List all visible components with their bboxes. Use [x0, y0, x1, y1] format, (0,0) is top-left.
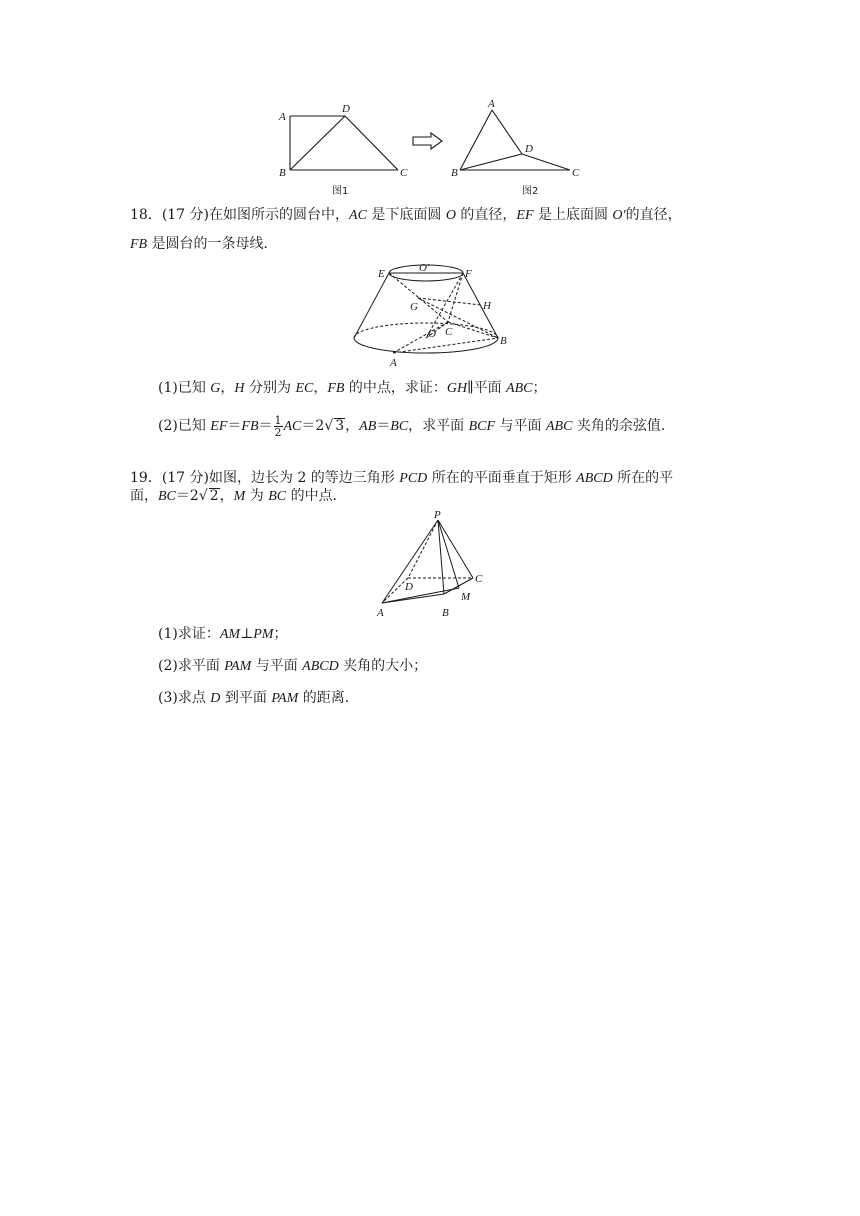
q19-intro-line2: 面，BC＝2√ 2，M 为 BC 的中点．: [130, 488, 347, 504]
frustum-label-a: A: [390, 357, 397, 369]
frustum-label-o: O: [428, 328, 436, 340]
pyramid-label-p: P: [434, 509, 441, 521]
frustum-label-e: E: [378, 268, 385, 280]
pyramid-label-b: B: [442, 607, 449, 619]
fig2-label-b: B: [451, 167, 458, 179]
q19-part1: (1)求证：AM⊥PM；: [158, 626, 288, 642]
q19-part3: (3)求点 D 到平面 PAM 的距离．: [158, 690, 359, 706]
fig2-caption: 图2: [522, 186, 539, 197]
fig2-label-a: A: [488, 98, 495, 110]
fig1-label-d: D: [342, 103, 350, 115]
fig1-caption: 图1: [332, 186, 349, 197]
fig2-label-d: D: [525, 143, 533, 155]
fraction-one-half: $\frac{1}{2}$: [274, 413, 282, 439]
q18-part2: (2)已知 EF＝FB＝ $\frac{1}{2}$ AC＝2√ 3，AB＝BC，求平面 BCF 与平面 ABC 夹角的余弦值．: [158, 413, 675, 439]
q18-part1: (1)已知 G，H 分别为 EC，FB 的中点，求证：GH∥平面 ABC；: [158, 380, 547, 396]
fig1-label-c: C: [400, 167, 408, 179]
q18-intro-line2: FB 是圆台的一条母线．: [130, 236, 278, 252]
frustum-label-o1: O′: [419, 262, 430, 274]
fig2-label-c: C: [572, 167, 580, 179]
q19-intro-line1: 19．(17 分)如图，边长为 2 的等边三角形 PCD 所在的平面垂直于矩形 ABCD 所在的平: [130, 470, 674, 486]
frustum-label-c: C: [445, 326, 453, 338]
frustum-label-b: B: [500, 335, 507, 347]
q19-part2: (2)求平面 PAM 与平面 ABCD 夹角的大小；: [158, 658, 428, 674]
sqrt-sign: √: [324, 418, 334, 434]
fig1-label-a: A: [279, 111, 286, 123]
sqrt-sign-2: √: [198, 488, 208, 504]
fig1-label-b: B: [279, 167, 286, 179]
frustum-label-h: H: [483, 300, 491, 312]
pyramid-label-c: C: [475, 573, 483, 585]
pyramid-label-m: M: [461, 591, 471, 603]
figure-1-2: [270, 98, 600, 198]
frustum-figure: [348, 260, 518, 370]
frustum-label-f: F: [465, 268, 472, 280]
pyramid-figure: [368, 508, 498, 623]
frustum-label-g: G: [410, 301, 418, 313]
pyramid-label-d: D: [405, 581, 413, 593]
pyramid-label-a: A: [377, 607, 384, 619]
q18-intro-line1: 18．(17 分)在如图所示的圆台中，AC 是下底面圆 O 的直径，EF 是上底面圆 O′的直径，: [130, 207, 682, 223]
